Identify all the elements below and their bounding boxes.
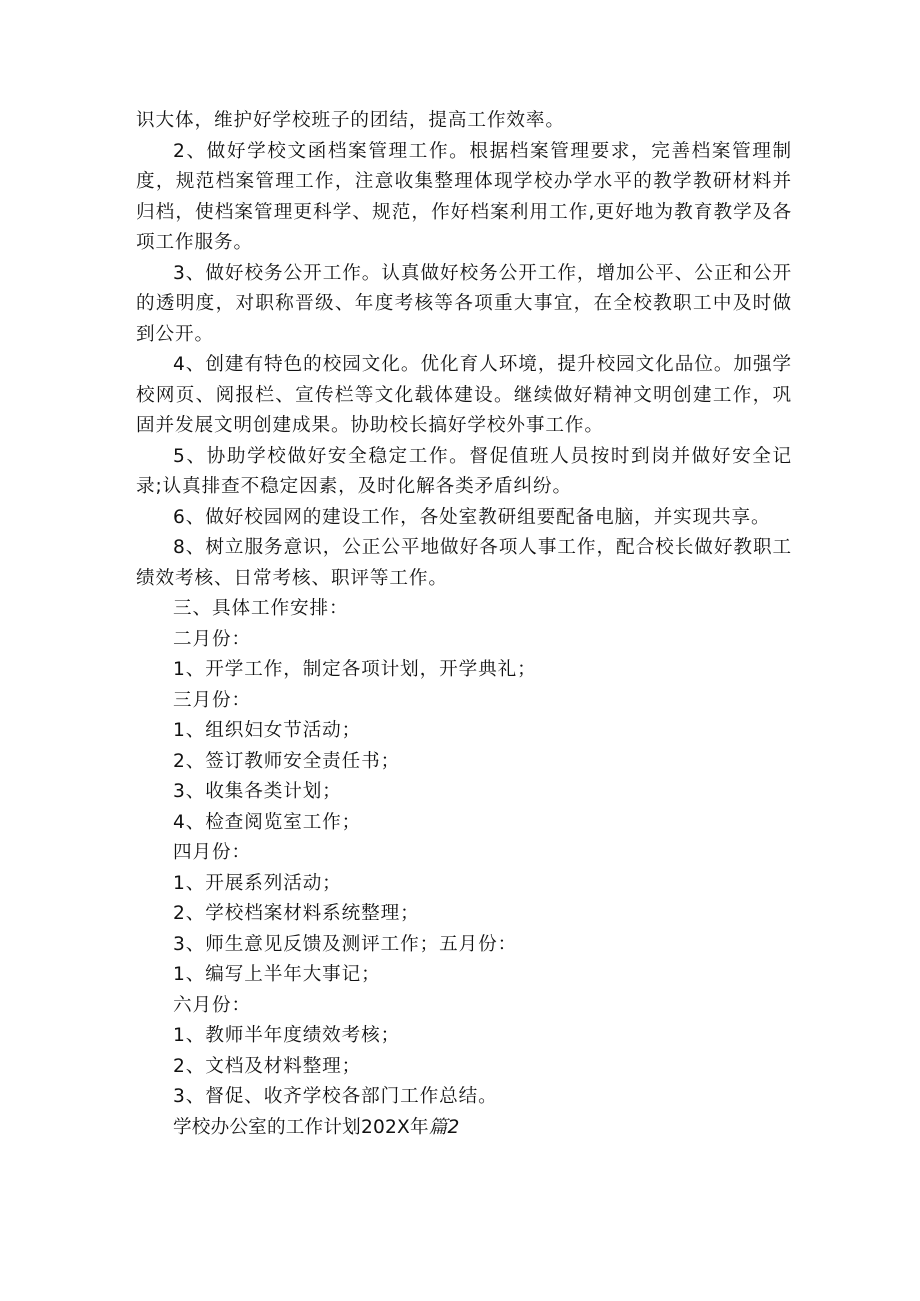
month-april: 四月份： xyxy=(173,842,251,863)
schedule-item: 2、文档及材料整理； xyxy=(173,1055,362,1077)
paragraph-3: 3、做好校务公开工作。认真做好校务公开工作，增加公平、公正和公开的透明度，对职称晋级、年度考核等各项重大事宜，在全校教职工中及时做到公开。 xyxy=(136,262,792,345)
schedule-item: 1、编写上半年大事记； xyxy=(173,964,381,985)
schedule-item: 1、开学工作，制定各项计划，开学典礼； xyxy=(173,659,537,680)
paragraph-4: 4、创建有特色的校园文化。优化育人环境，提升校园文化品位。加强学校网页、阅报栏、宣传栏等文化载体建设。继续做好精神文明创建工作，巩固并发展文明创建成果。协助校长搞好学校外事工作。 xyxy=(136,354,792,436)
schedule-item: 3、师生意见反馈及测评工作；五月份： xyxy=(173,933,518,955)
schedule-item: 2、签订教师安全责任书； xyxy=(173,750,401,772)
paragraph-5: 5、协助学校做好安全稳定工作。督促值班人员按时到岗并做好安全记录;认真排查不稳定因素，及时化解各类矛盾纠纷。 xyxy=(136,445,792,497)
schedule-heading: 三、具体工作安排： xyxy=(173,598,349,619)
intro-line: 识大体，维护好学校班子的团结，提高工作效率。 xyxy=(136,110,565,131)
paragraph-6: 6、做好校园网的建设工作，各处室教研组要配备电脑，并实现共享。 xyxy=(173,506,771,528)
paragraph-2: 2、做好学校文函档案管理工作。根据档案管理要求，完善档案管理制度，规范档案管理工作，注意收集整理体现学校办学水平的教学教研材料并归档，使档案管理更科学、规范，作好档案利用工作,更好地为教育教学及各项工作服务。 xyxy=(136,140,792,253)
schedule-item: 2、学校档案材料系统整理； xyxy=(173,903,420,924)
next-title-main: 学校办公室的工作计划202X年 xyxy=(173,1116,429,1138)
schedule-item: 1、教师半年度绩效考核； xyxy=(173,1025,401,1046)
month-february: 二月份： xyxy=(173,628,251,650)
month-june: 六月份： xyxy=(173,994,251,1016)
schedule-item: 4、检查阅览室工作； xyxy=(173,811,362,833)
document-page xyxy=(136,106,792,1143)
schedule-item: 1、组织妇女节活动； xyxy=(173,720,362,741)
next-section-title xyxy=(136,1113,792,1144)
paragraph-8: 8、树立服务意识，公正公平地做好各项人事工作，配合校长做好教职工绩效考核、日常考核、职评等工作。 xyxy=(136,537,792,589)
schedule-item: 3、收集各类计划； xyxy=(173,781,342,802)
next-title-suffix: 篇2 xyxy=(428,1116,460,1138)
month-march: 三月份： xyxy=(173,689,251,711)
schedule-item: 3、督促、收齐学校各部门工作总结。 xyxy=(173,1086,498,1107)
schedule-item: 1、开展系列活动； xyxy=(173,872,342,894)
